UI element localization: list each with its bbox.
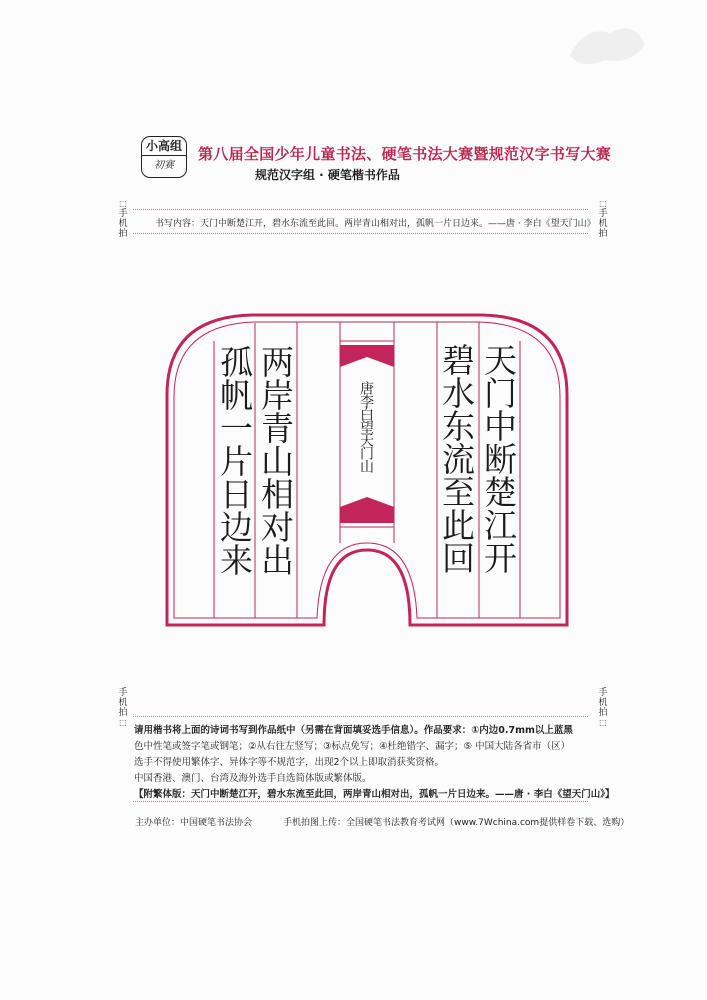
camera-icon: ⬚ bbox=[119, 718, 127, 727]
poem-column-1: 天门中断楚江开 bbox=[479, 343, 518, 574]
camera-icon: ⬚ bbox=[599, 199, 607, 208]
writing-content: 书写内容：天门中断楚江开，碧水东流至此回。两岸青山相对出，孤帆一片日边来。——唐 · 李白《望天门山》 bbox=[155, 219, 596, 229]
instruction-line: 选手不得使用繁体字、异体字等不规范字，出现2个以上即取消获奖资格。 bbox=[134, 757, 445, 768]
camera-icon: ⬚ bbox=[599, 718, 607, 727]
page-title: 第八届全国少年儿童书法、硬笔书法大赛暨规范汉字书写大赛 bbox=[198, 145, 612, 163]
instruction-line: 色中性笔或签字笔或钢笔；②从右往左竖写；③标点免写；④杜绝错字、漏字；⑤ 中国大陆各省市（区） bbox=[134, 741, 571, 752]
paper-stain bbox=[560, 15, 650, 70]
calligraphy-sheet bbox=[162, 305, 572, 630]
attached-traditional-version: 【附繁体版：天门中断楚江开，碧水东流至此回，两岸青山相对出，孤帆一片日边来。——唐 · 李白《望天门山》】 bbox=[134, 789, 615, 800]
signature-column: 唐李白望天门山 bbox=[358, 381, 374, 472]
poem-column-3: 两岸青山相对出 bbox=[256, 345, 295, 576]
phone-mark-bottom-left bbox=[116, 688, 130, 728]
phone-mark-bottom-right bbox=[596, 688, 610, 728]
instruction-line: 中国香港、澳门、台湾及海外选手自选简体版或繁体版。 bbox=[134, 773, 372, 784]
divider bbox=[133, 801, 588, 802]
phone-mark-label: 手机拍 bbox=[118, 209, 128, 239]
page-subtitle: 规范汉字组 · 硬笔楷书作品 bbox=[255, 168, 400, 182]
badge-stage-label: 初赛 bbox=[154, 160, 174, 171]
upload-text: 手机拍图上传：全国硬笔书法教育考试网（www.7Wchina.com提供样卷下载、选购） bbox=[283, 818, 630, 828]
divider bbox=[133, 209, 588, 210]
group-badge bbox=[141, 136, 187, 178]
organizer-text: 主办单位：中国硬笔书法协会 bbox=[135, 818, 253, 828]
instructions bbox=[134, 723, 615, 803]
phone-mark-label: 手机拍 bbox=[598, 209, 608, 239]
phone-mark-top-right bbox=[596, 199, 610, 239]
phone-mark-label: 手机拍 bbox=[118, 688, 128, 718]
phone-mark-top-left bbox=[116, 199, 130, 239]
divider bbox=[133, 233, 588, 234]
divider bbox=[133, 716, 588, 717]
phone-mark-label: 手机拍 bbox=[598, 688, 608, 718]
instruction-line: 请用楷书将上面的诗词书写到作品纸中（另需在背面填妥选手信息）。作品要求：①内边0.7mm以上蓝黑 bbox=[134, 725, 573, 736]
poem-column-4: 孤帆一片日边来 bbox=[215, 345, 254, 576]
poem-column-2: 碧水东流至此回 bbox=[437, 343, 476, 574]
camera-icon: ⬚ bbox=[119, 199, 127, 208]
badge-group-label: 小高组 bbox=[142, 137, 186, 156]
